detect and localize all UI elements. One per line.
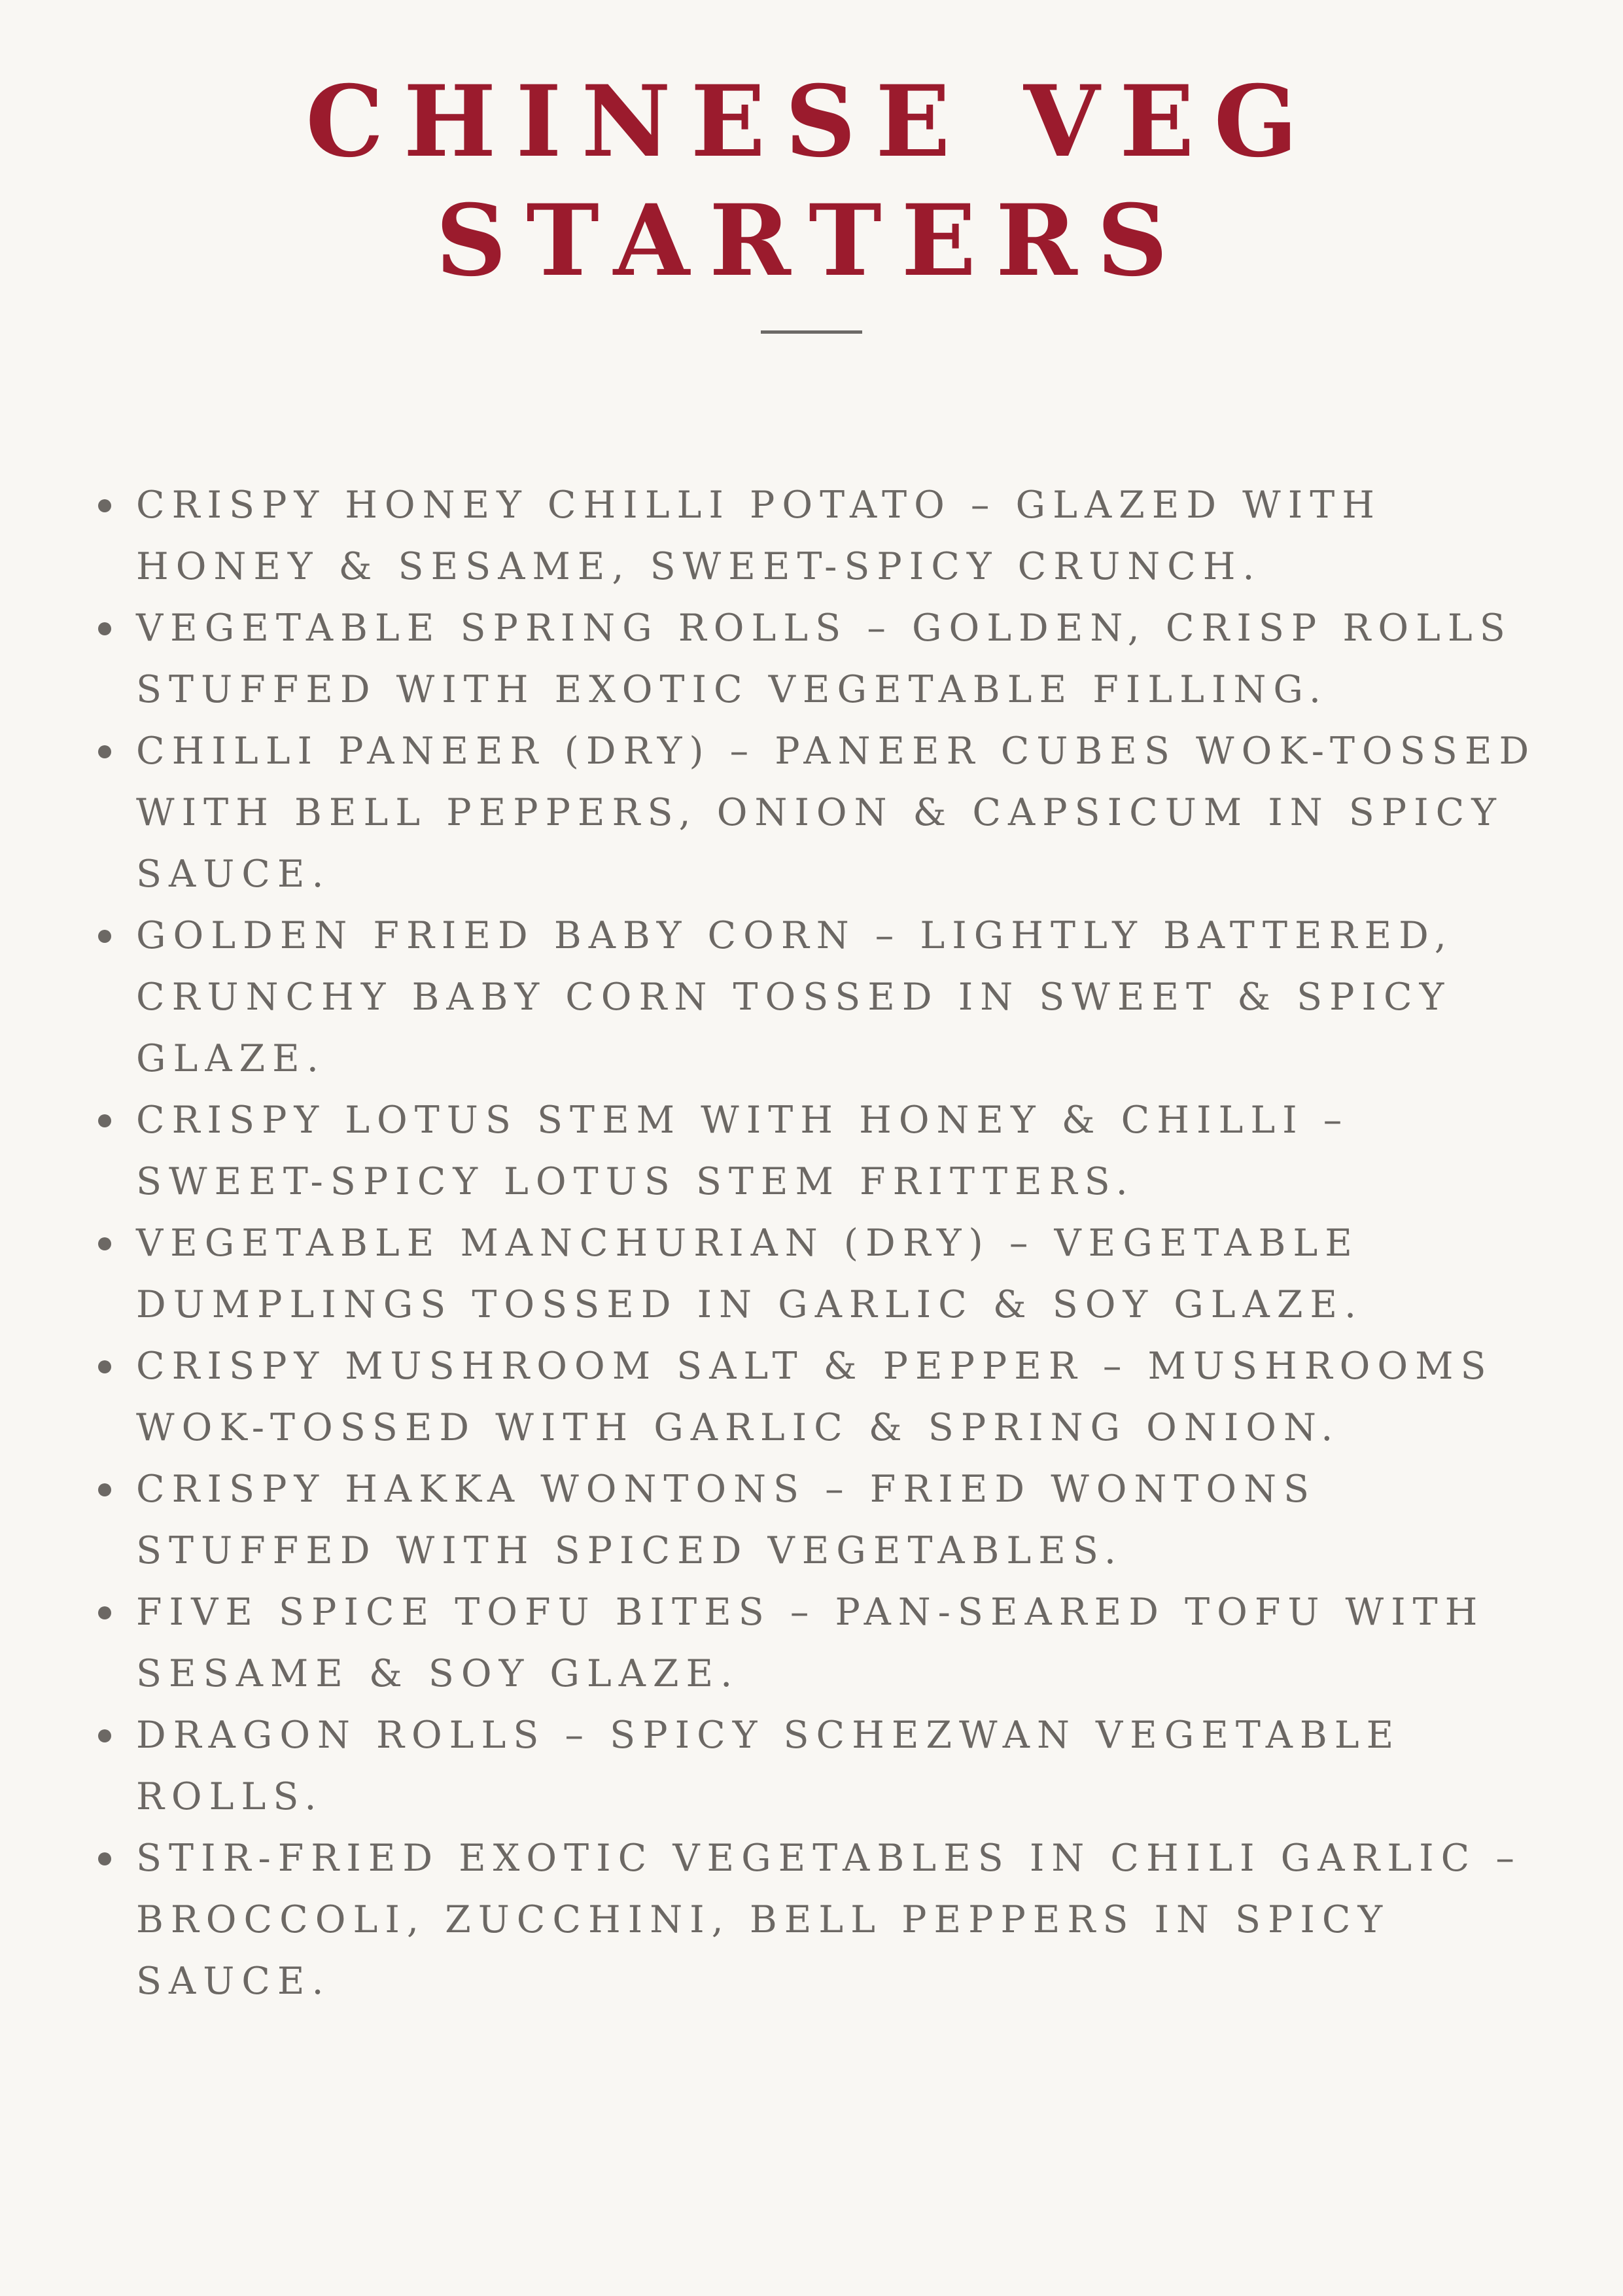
bullet-icon [98,1360,111,1373]
menu-item [136,1089,1562,1212]
menu-item-text: STIR-FRIED EXOTIC VEGETABLES IN CHILI GARLIC – BROCCOLI, ZUCCHINI, BELL PEPPERS IN SPICY SAUCE. [136,1837,1522,2003]
bullet-icon [98,622,111,635]
menu-item [136,720,1562,905]
menu-item-text: CRISPY LOTUS STEM WITH HONEY & CHILLI – SWEET-SPICY LOTUS STEM FRITTERS. [136,1099,1350,1203]
menu-item-text: VEGETABLE SPRING ROLLS – GOLDEN, CRISP ROLLS STUFFED WITH EXOTIC VEGETABLE FILLING. [136,607,1512,711]
menu-item-text: VEGETABLE MANCHURIAN (DRY) – VEGETABLE DUMPLINGS TOSSED IN GARLIC & SOY GLAZE. [136,1222,1364,1326]
menu-item [136,474,1562,597]
bullet-icon [98,499,111,512]
menu-item [136,1704,1562,1828]
bullet-icon [98,1852,111,1865]
menu-item-text: CRISPY MUSHROOM SALT & PEPPER – MUSHROOMS WOK-TOSSED WITH GARLIC & SPRING ONION. [136,1345,1493,1449]
bullet-icon [98,1606,111,1619]
menu-item [136,1335,1562,1458]
menu-item-text: CHILLI PANEER (DRY) – PANEER CUBES WOK-TOSSED WITH BELL PEPPERS, ONION & CAPSICUM IN SPICY SAUCE. [136,730,1537,896]
bullet-icon [98,930,111,943]
menu-item-text: CRISPY HAKKA WONTONS – FRIED WONTONS STUFFED WITH SPICED VEGETABLES. [136,1468,1317,1572]
menu-item [136,1458,1562,1581]
menu-item [136,1581,1562,1704]
bullet-icon [98,745,111,758]
starters-list [136,474,1562,2012]
menu-title-line-1: CHINESE VEG [305,64,1318,179]
title-divider [761,330,862,334]
bullet-icon [98,1114,111,1127]
bullet-icon [98,1237,111,1250]
menu-item-text: CRISPY HONEY CHILLI POTATO – GLAZED WITH HONEY & SESAME, SWEET-SPICY CRUNCH. [136,484,1382,588]
menu-item-text: FIVE SPICE TOFU BITES – PAN-SEARED TOFU WITH SESAME & SOY GLAZE. [136,1591,1485,1695]
menu-item-text: DRAGON ROLLS – SPICY SCHEZWAN VEGETABLE ROLLS. [136,1714,1401,1818]
menu-item [136,1212,1562,1335]
menu-item [136,905,1562,1089]
bullet-icon [98,1483,111,1496]
menu-title-line-2: STARTERS [435,183,1188,298]
menu-item [136,597,1562,720]
menu-item-text: GOLDEN FRIED BABY CORN – LIGHTLY BATTERED, CRUNCHY BABY CORN TOSSED IN SWEET & SPICY GLAZE. [136,914,1454,1080]
menu-title [0,62,1623,300]
bullet-icon [98,1729,111,1742]
menu-item [136,1828,1562,2012]
